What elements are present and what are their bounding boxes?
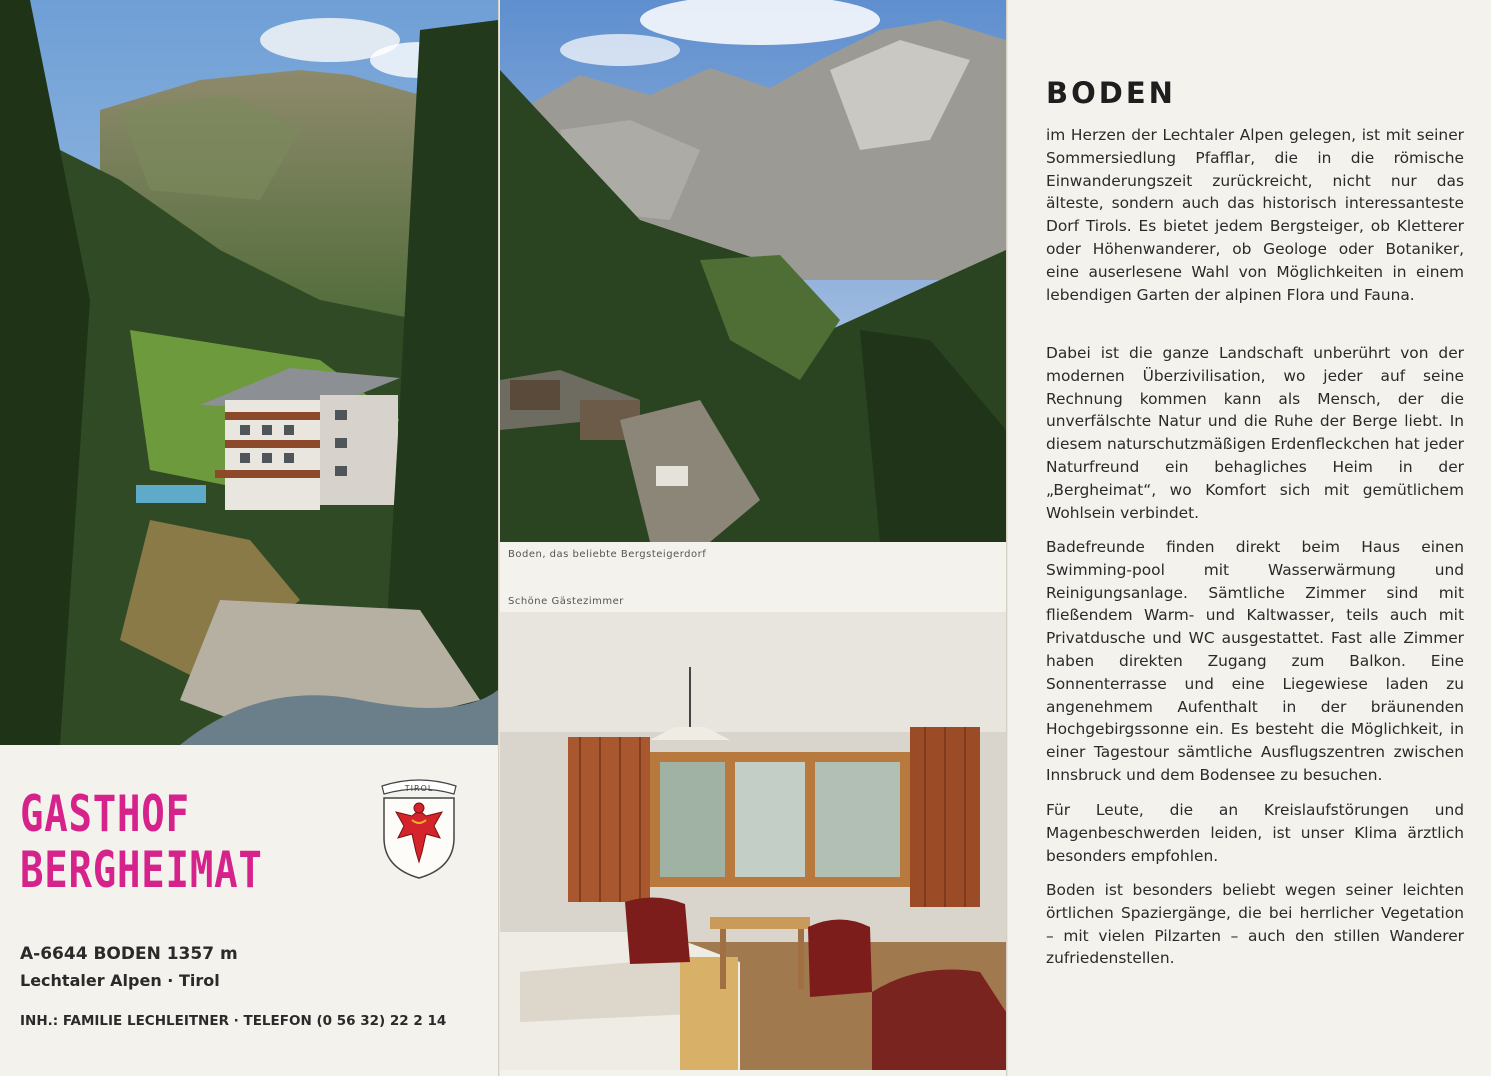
paragraph-intro: im Herzen der Lechtaler Alpen gelegen, ist mit seiner Sommersiedlung Pfafflar, die in die römische Einwanderungszeit zurückreicht, nicht nur das älteste, sondern auch das historisch interessanteste Dorf Tirols. Es bietet jedem Bergsteiger, ob Kletterer oder Höhenwanderer, ob Geologe oder Botaniker, eine auserlesene Wahl von Möglichkeiten in einem lebendigen Garten der alpinen Flora und Fauna.: [1046, 126, 1464, 304]
crest-banner-text: TIROL: [404, 784, 434, 793]
village-mountain-photo: [500, 0, 1006, 542]
tyrol-coat-of-arms-icon: [376, 776, 462, 882]
region-line: Lechtaler Alpen · Tirol: [20, 971, 220, 990]
caption-village: Boden, das beliebte Bergsteigerdorf: [508, 549, 707, 560]
hotel-title: [20, 786, 263, 898]
photos-panel: [500, 0, 1008, 1076]
paragraph-walks: Boden ist besonders beliebt wegen seiner leichten örtlichen Spaziergänge, die bei herrlicher Vegetation – mit vielen Pilzarten – auch den stillen Wanderer zufriedenstellen.: [1046, 881, 1464, 968]
paragraph-amenities: Badefreunde finden direkt beim Haus einen Swimming-pool mit Wasserwärmung und Reinigungsanlage. Sämtliche Zimmer sind mit fließendem Warm- und Kaltwasser, teils auch mit Privatdusche und WC ausgestattet. Fast alle Zimmer haben direkten Zugang zum Balkon. Eine Sonnenterrasse und eine Liegewiese laden zu angenehmem Aufenthalt in der bräunenden Hochgebirgssonne ein. Es besteht die Möglichkeit, in einer Tagestour sämtliche Ausflugszentren zwischen Innsbruck und dem Bodensee zu besuchen.: [1046, 538, 1464, 784]
title-line-2: BERGHEIMAT: [20, 841, 263, 899]
cover-panel: [0, 0, 498, 1076]
paragraph-climate: Für Leute, die an Kreislaufstörungen und Magenbeschwerden leiden, ist unser Klima ärztlich besonders empfohlen.: [1046, 801, 1464, 865]
article-heading: BODEN: [1046, 76, 1176, 110]
owner-phone-line: INH.: FAMILIE LECHLEITNER · TELEFON (0 56 32) 22 2 14: [20, 1013, 447, 1029]
paragraph-landscape: Dabei ist die ganze Landschaft unberührt von der modernen Überzivilisation, wo jeder auf seine Rechnung kommen kann als Mensch, der die unverfälschte Natur und die Ruhe der Berge liebt. In diesem naturschutzmäßigen Erdenfleckchen hat jeder Naturfreund ein behagliches Heim in der „Bergheimat“, wo Komfort sich mit gemütlichem Wohlsein verbindet.: [1046, 344, 1464, 522]
hotel-valley-photo: [0, 0, 498, 745]
article-panel: [1008, 0, 1491, 1076]
title-line-1: GASTHOF: [20, 785, 190, 843]
guest-room-photo: [500, 612, 1006, 1070]
caption-room: Schöne Gästezimmer: [508, 596, 624, 607]
address-line: A-6644 BODEN 1357 m: [20, 944, 238, 964]
